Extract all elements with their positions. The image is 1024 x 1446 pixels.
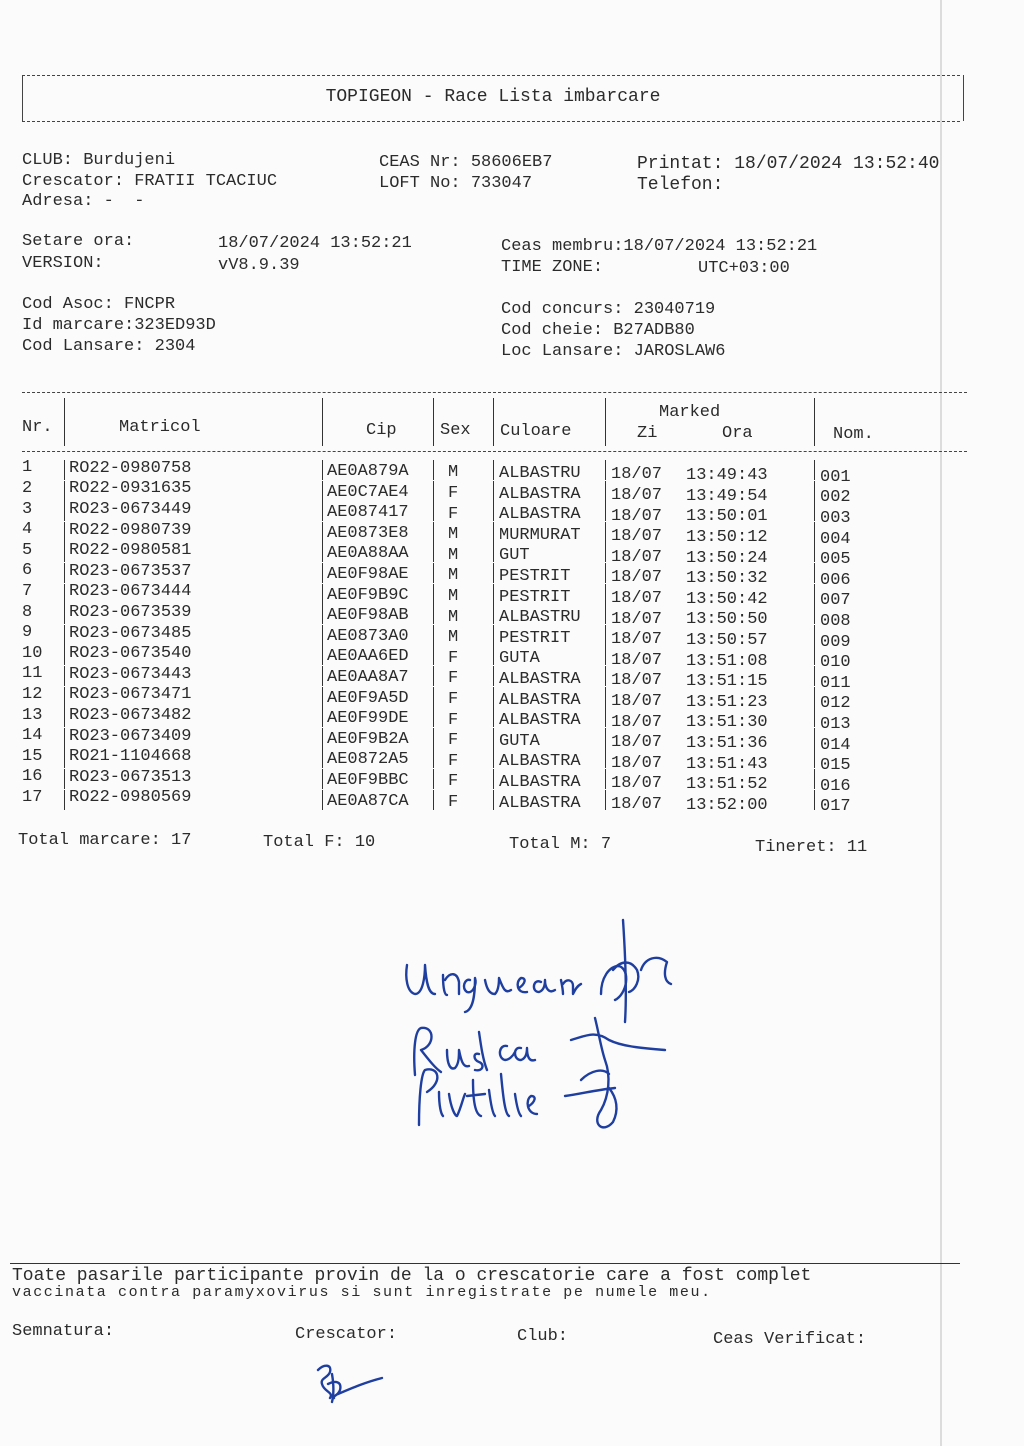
table-cell-nr: 11 (22, 664, 43, 684)
row-divider (64, 522, 65, 542)
row-divider (433, 563, 434, 583)
row-divider (605, 707, 606, 727)
table-cell-nr: 3 (22, 499, 33, 519)
table-cell-matricol: RO22-0980581 (69, 541, 192, 561)
table-cell-nom: 013 (820, 715, 851, 734)
row-divider (605, 790, 606, 810)
crescator-signature (310, 1356, 390, 1406)
row-divider (322, 522, 323, 542)
table-cell-nom: 010 (820, 653, 851, 673)
row-divider (322, 481, 323, 501)
table-cell-zi: 18/07 (611, 650, 663, 670)
row-divider (433, 728, 434, 748)
cod-cheie: Cod cheie: B27ADB80 (501, 321, 695, 340)
table-top-border (22, 392, 967, 393)
table-cell-culoare: ALBASTRA (499, 670, 581, 689)
row-divider (493, 728, 494, 748)
table-cell-sex: F (448, 648, 459, 668)
row-divider (493, 645, 494, 665)
table-cell-nr: 1 (22, 458, 33, 478)
row-divider (322, 687, 323, 707)
table-cell-matricol: RO23-0673471 (69, 685, 192, 705)
table-cell-nr: 8 (22, 602, 33, 622)
table-cell-sex: F (448, 772, 459, 792)
table-cell-matricol: RO23-0673482 (69, 706, 192, 725)
table-cell-nr: 16 (22, 767, 43, 787)
table-cell-cip: AE0F9B2A (327, 729, 409, 749)
row-divider (64, 584, 65, 604)
club-line: CLUB: Burdujeni (22, 151, 176, 170)
table-cell-cip: AE0873E8 (327, 523, 409, 543)
header-nom: Nom. (833, 425, 874, 444)
table-cell-zi: 18/07 (611, 568, 663, 588)
crescator-label: Crescator: (295, 1325, 398, 1344)
table-cell-cip: AE0F99DE (327, 709, 409, 729)
table-cell-ora: 13:50:01 (686, 507, 768, 527)
adresa-line: Adresa: - - (22, 192, 145, 211)
row-divider (433, 769, 434, 789)
table-cell-nr: 2 (22, 478, 33, 498)
row-divider (493, 769, 494, 789)
table-cell-cip: AE0A87CA (327, 791, 409, 811)
row-divider (433, 625, 434, 645)
header-nr: Nr. (22, 418, 53, 437)
table-cell-culoare: MURMURAT (499, 525, 581, 545)
row-divider (64, 542, 65, 562)
table-cell-cip: AE0F9BBC (327, 770, 409, 790)
table-cell-cip: AE0AA8A7 (327, 667, 409, 687)
row-divider (605, 481, 606, 501)
cod-lansare: Cod Lansare: 2304 (22, 337, 196, 356)
semnatura-label: Semnatura: (12, 1322, 115, 1341)
handwritten-signatures (395, 910, 685, 1140)
row-divider (322, 460, 323, 480)
table-cell-zi: 18/07 (611, 671, 663, 691)
table-cell-matricol: RO23-0673449 (69, 500, 192, 519)
table-cell-ora: 13:49:43 (686, 466, 768, 486)
row-divider (605, 769, 606, 789)
table-cell-sex: M (448, 628, 459, 648)
row-divider (64, 748, 65, 768)
table-cell-culoare: PESTRIT (499, 587, 571, 607)
table-cell-culoare: ALBASTRU (499, 608, 581, 628)
table-cell-nr: 13 (22, 705, 43, 725)
col-divider (605, 398, 606, 446)
loft-no: LOFT No: 733047 (379, 174, 533, 193)
table-cell-culoare: PESTRIT (499, 567, 571, 586)
table-cell-nr: 6 (22, 561, 33, 581)
row-divider (814, 707, 815, 727)
row-divider (814, 748, 815, 768)
table-cell-sex: F (448, 690, 459, 709)
table-cell-cip: AE0A879A (327, 461, 409, 481)
table-cell-cip: AE0AA6ED (327, 647, 409, 667)
table-cell-ora: 13:50:24 (686, 548, 768, 568)
row-divider (814, 501, 815, 521)
ceas-membru: Ceas membru:18/07/2024 13:52:21 (501, 237, 818, 256)
row-divider (605, 584, 606, 604)
row-divider (493, 625, 494, 645)
table-cell-nr: 17 (22, 787, 43, 807)
table-cell-zi: 18/07 (611, 465, 663, 485)
table-cell-sex: F (448, 710, 459, 730)
table-cell-zi: 18/07 (611, 506, 663, 526)
col-divider (322, 398, 323, 446)
table-cell-cip: AE0873A0 (327, 626, 409, 646)
page-title: TOPIGEON - Race Lista imbarcare (325, 87, 661, 107)
table-cell-cip: AE0C7AE4 (327, 482, 409, 502)
table-cell-ora: 13:51:52 (686, 775, 768, 795)
row-divider (433, 481, 434, 501)
table-cell-culoare: ALBASTRA (499, 793, 581, 813)
row-divider (64, 707, 65, 727)
id-marcare: Id marcare:323ED93D (22, 316, 216, 335)
table-cell-ora: 13:50:57 (686, 631, 768, 650)
row-divider (322, 666, 323, 686)
table-cell-ora: 13:51:36 (686, 734, 768, 753)
table-cell-culoare: ALBASTRA (499, 711, 581, 731)
table-cell-sex: M (448, 525, 459, 545)
tineret: Tineret: 11 (755, 838, 868, 857)
row-divider (814, 666, 815, 686)
table-cell-sex: F (448, 669, 459, 689)
row-divider (814, 790, 815, 810)
table-cell-nom: 008 (820, 612, 851, 631)
table-cell-nom: 004 (820, 529, 851, 549)
row-divider (322, 542, 323, 562)
table-cell-cip: AE0872A5 (327, 750, 409, 770)
row-divider (493, 563, 494, 583)
row-divider (814, 645, 815, 665)
row-divider (64, 769, 65, 789)
table-cell-culoare: ALBASTRA (499, 505, 581, 525)
table-cell-culoare: ALBASTRA (499, 484, 581, 504)
table-cell-cip: AE0A88AA (327, 544, 409, 564)
table-cell-nom: 016 (820, 776, 851, 796)
row-divider (64, 604, 65, 624)
table-cell-zi: 18/07 (611, 527, 663, 547)
row-divider (814, 522, 815, 542)
table-cell-ora: 13:52:00 (686, 795, 768, 815)
table-cell-ora: 13:51:23 (686, 692, 768, 712)
table-cell-zi: 18/07 (611, 547, 663, 567)
table-cell-ora: 13:50:12 (686, 528, 768, 547)
row-divider (814, 542, 815, 562)
table-cell-zi: 18/07 (611, 753, 663, 773)
row-divider (814, 584, 815, 604)
table-cell-cip: AE0F98AE (327, 564, 409, 584)
table-cell-zi: 18/07 (611, 609, 663, 629)
table-cell-sex: M (448, 587, 459, 606)
table-cell-culoare: GUTA (499, 731, 540, 751)
row-divider (814, 687, 815, 707)
row-divider (814, 769, 815, 789)
header-matricol: Matricol (119, 418, 201, 437)
table-cell-nom: 005 (820, 550, 851, 570)
row-divider (433, 604, 434, 624)
table-cell-ora: 13:51:08 (686, 651, 768, 671)
header-culoare: Culoare (500, 422, 572, 441)
row-divider (493, 666, 494, 686)
statement-line-2: vaccinata contra paramyxovirus si sunt inregistrate pe numele meu. (12, 1284, 712, 1301)
row-divider (433, 501, 434, 521)
table-cell-sex: F (448, 504, 459, 524)
row-divider (322, 645, 323, 665)
row-divider (605, 563, 606, 583)
row-divider (322, 748, 323, 768)
table-cell-ora: 13:50:50 (686, 610, 768, 630)
time-zone-value: UTC+03:00 (698, 259, 790, 278)
table-cell-nom: 003 (820, 509, 851, 528)
row-divider (605, 522, 606, 542)
table-cell-sex: F (448, 484, 459, 503)
row-divider (433, 666, 434, 686)
table-cell-nom: 006 (820, 570, 851, 590)
table-cell-ora: 13:51:30 (686, 713, 768, 733)
row-divider (493, 522, 494, 542)
total-m: Total M: 7 (509, 835, 612, 854)
row-divider (493, 584, 494, 604)
table-cell-nr: 12 (22, 684, 43, 704)
row-divider (322, 501, 323, 521)
table-cell-zi: 18/07 (611, 733, 663, 753)
setare-ora-value: 18/07/2024 13:52:21 (218, 234, 412, 253)
row-divider (433, 687, 434, 707)
table-cell-nr: 10 (22, 643, 43, 663)
header-marked: Marked (659, 403, 721, 422)
header-ora: Ora (722, 424, 753, 443)
row-divider (64, 687, 65, 707)
table-cell-nom: 007 (820, 591, 851, 611)
table-cell-nr: 9 (22, 623, 33, 643)
row-divider (605, 542, 606, 562)
row-divider (433, 707, 434, 727)
table-cell-sex: F (448, 751, 459, 771)
row-divider (605, 728, 606, 748)
table-cell-zi: 18/07 (611, 691, 663, 711)
row-divider (433, 522, 434, 542)
row-divider (433, 748, 434, 768)
header-cip: Cip (366, 421, 397, 440)
telefon: Telefon: (637, 175, 724, 195)
cod-concurs: Cod concurs: 23040719 (501, 300, 716, 319)
row-divider (64, 563, 65, 583)
table-cell-nom: 015 (820, 756, 851, 776)
row-divider (493, 707, 494, 727)
row-divider (814, 563, 815, 583)
row-divider (493, 604, 494, 624)
setare-ora-label: Setare ora: (22, 232, 135, 251)
footer-rule (10, 1263, 960, 1264)
row-divider (322, 728, 323, 748)
version-value: vV8.9.39 (218, 256, 300, 275)
table-cell-ora: 13:50:42 (686, 589, 768, 609)
row-divider (322, 769, 323, 789)
row-divider (322, 625, 323, 645)
row-divider (433, 790, 434, 810)
row-divider (433, 460, 434, 480)
table-cell-cip: AE0F9A5D (327, 688, 409, 708)
table-cell-culoare: ALBASTRA (499, 752, 581, 772)
row-divider (64, 625, 65, 645)
table-cell-nom: 017 (820, 797, 851, 817)
club-label: Club: (517, 1327, 569, 1346)
row-divider (64, 645, 65, 665)
table-cell-matricol: RO23-0673409 (69, 726, 192, 746)
row-divider (64, 460, 65, 480)
row-divider (493, 542, 494, 562)
row-divider (64, 481, 65, 501)
table-cell-nom: 011 (820, 673, 851, 693)
table-cell-sex: F (448, 793, 459, 812)
printat: Printat: 18/07/2024 13:52:40 (637, 154, 940, 174)
table-cell-matricol: RO21-1104668 (69, 747, 192, 767)
title-bottom-border (22, 121, 960, 122)
table-cell-zi: 18/07 (611, 485, 663, 505)
row-divider (64, 728, 65, 748)
ceas-nr: CEAS Nr: 58606EB7 (379, 153, 553, 172)
table-cell-culoare: ALBASTRA (499, 690, 581, 710)
loc-lansare: Loc Lansare: JAROSLAW6 (501, 342, 726, 361)
table-cell-matricol: RO23-0673537 (69, 561, 192, 581)
cod-asoc: Cod Asoc: FNCPR (22, 295, 176, 314)
table-cell-culoare: ALBASTRU (499, 464, 581, 483)
table-cell-sex: F (448, 731, 459, 751)
row-divider (322, 563, 323, 583)
table-cell-ora: 13:51:43 (686, 754, 768, 774)
table-cell-nom: 001 (820, 467, 851, 487)
row-divider (493, 748, 494, 768)
table-cell-culoare: ALBASTRA (499, 773, 581, 792)
row-divider (814, 625, 815, 645)
col-divider (493, 398, 494, 446)
row-divider (64, 501, 65, 521)
row-divider (433, 542, 434, 562)
table-cell-nom: 009 (820, 632, 851, 652)
table-cell-cip: AE0F9B9C (327, 585, 409, 605)
row-divider (433, 645, 434, 665)
col-divider (433, 398, 434, 446)
row-divider (322, 790, 323, 810)
header-sex: Sex (440, 421, 471, 440)
table-cell-matricol: RO22-0931635 (69, 479, 192, 499)
table-cell-sex: M (448, 607, 459, 627)
table-cell-culoare: GUT (499, 546, 530, 566)
row-divider (493, 460, 494, 480)
table-cell-matricol: RO23-0673444 (69, 582, 192, 602)
row-divider (605, 604, 606, 624)
col-divider (64, 398, 65, 446)
table-cell-culoare: GUTA (499, 649, 540, 669)
row-divider (605, 666, 606, 686)
row-divider (493, 687, 494, 707)
table-cell-sex: M (448, 463, 459, 483)
title-box (22, 75, 964, 121)
row-divider (814, 481, 815, 501)
row-divider (605, 748, 606, 768)
table-cell-matricol: RO23-0673513 (69, 767, 192, 787)
ceas-verificat-label: Ceas Verificat: (713, 1330, 867, 1349)
row-divider (605, 645, 606, 665)
row-divider (493, 481, 494, 501)
table-cell-nr: 5 (22, 540, 33, 560)
row-divider (605, 687, 606, 707)
table-cell-nom: 002 (820, 488, 851, 508)
table-cell-zi: 18/07 (611, 588, 663, 608)
time-zone-label: TIME ZONE: (501, 258, 604, 277)
row-divider (814, 728, 815, 748)
total-f: Total F: 10 (263, 833, 376, 852)
table-cell-ora: 13:50:32 (686, 569, 768, 589)
row-divider (493, 501, 494, 521)
table-header-bottom-border (22, 451, 967, 452)
table-cell-zi: 18/07 (611, 630, 663, 650)
row-divider (605, 501, 606, 521)
table-cell-matricol: RO23-0673485 (69, 623, 192, 643)
table-cell-zi: 18/07 (611, 794, 663, 814)
table-cell-ora: 13:49:54 (686, 486, 768, 506)
table-cell-nom: 014 (820, 735, 851, 755)
row-divider (64, 666, 65, 686)
row-divider (814, 604, 815, 624)
statement-line-1: Toate pasarile participante provin de la o crescatorie care a fost complet (12, 1266, 812, 1286)
table-cell-matricol: RO22-0980758 (69, 458, 192, 478)
table-cell-ora: 13:51:15 (686, 672, 768, 692)
total-marcare: Total marcare: 17 (18, 831, 192, 850)
row-divider (64, 790, 65, 810)
table-cell-matricol: RO22-0980569 (69, 788, 192, 808)
table-cell-nr: 15 (22, 746, 43, 766)
row-divider (322, 604, 323, 624)
table-cell-cip: AE0F98AB (327, 606, 409, 626)
scan-edge-line (940, 0, 942, 1446)
row-divider (322, 707, 323, 727)
table-cell-nr: 4 (22, 520, 33, 540)
table-cell-zi: 18/07 (611, 712, 663, 732)
table-cell-zi: 18/07 (611, 774, 663, 794)
row-divider (493, 790, 494, 810)
table-cell-nom: 012 (820, 694, 851, 714)
table-cell-matricol: RO23-0673540 (69, 644, 192, 664)
table-cell-sex: M (448, 545, 459, 565)
table-cell-matricol: RO22-0980739 (69, 520, 192, 540)
row-divider (322, 584, 323, 604)
table-cell-sex: M (448, 566, 459, 586)
table-cell-nr: 7 (22, 581, 33, 601)
table-cell-matricol: RO23-0673539 (69, 603, 192, 622)
row-divider (433, 584, 434, 604)
table-cell-culoare: PESTRIT (499, 628, 571, 648)
table-cell-nr: 14 (22, 726, 43, 746)
col-divider (814, 398, 815, 446)
row-divider (605, 625, 606, 645)
table-cell-matricol: RO23-0673443 (69, 664, 192, 684)
version-label: VERSION: (22, 254, 104, 273)
row-divider (605, 460, 606, 480)
table-cell-cip: AE087417 (327, 503, 409, 523)
row-divider (814, 460, 815, 480)
crescator-line: Crescator: FRATII TCACIUC (22, 172, 278, 191)
header-zi: Zi (637, 424, 658, 443)
